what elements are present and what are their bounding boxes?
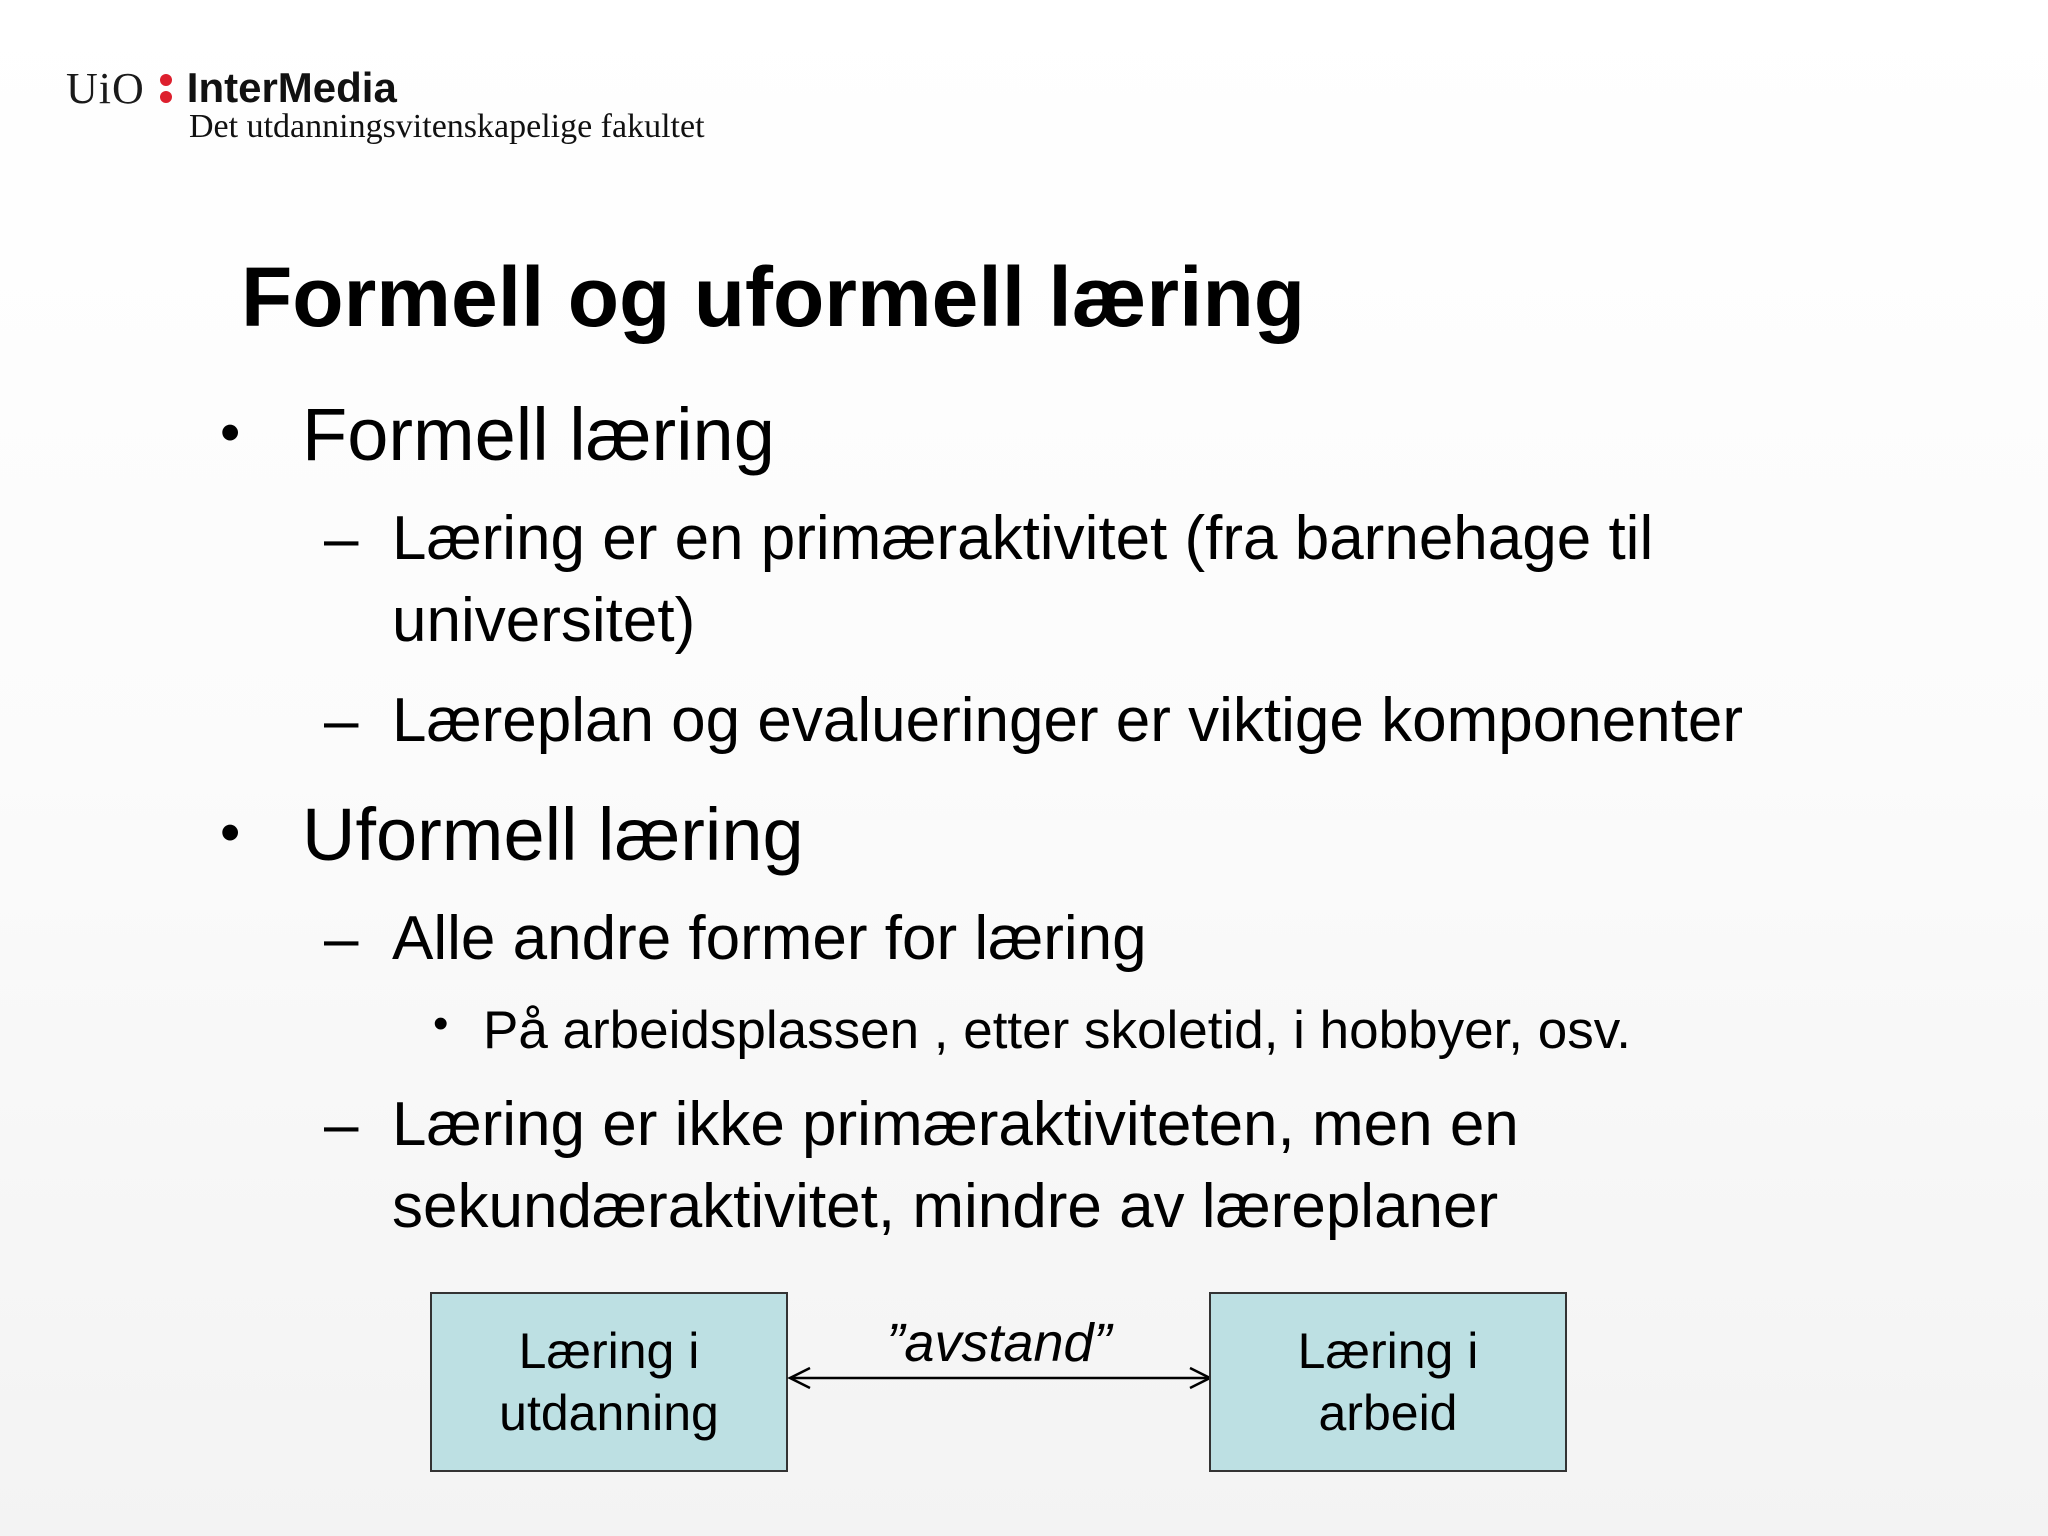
slide-title: Formell og uformell læring <box>241 250 1306 344</box>
logo-dots-icon <box>159 70 173 106</box>
dash-marker: – <box>324 686 359 755</box>
sub-bullet-line: Læring er ikke primæraktiviteten, men en <box>392 1090 1519 1159</box>
connector-label: ”avstand” <box>886 1313 1112 1373</box>
bullet-marker: • <box>220 400 241 465</box>
dash-marker: – <box>324 904 359 973</box>
bullet-text: Formell læring <box>302 393 775 476</box>
sub-bullet-line: sekundæraktivitet, mindre av læreplaner <box>392 1172 1499 1241</box>
sub-bullet-line: Alle andre former for læring <box>392 904 1147 973</box>
box-laering-utdanning <box>430 1292 788 1472</box>
box-laering-arbeid <box>1209 1292 1567 1472</box>
faculty-name: Det utdanningsvitenskapelige fakultet <box>189 108 705 145</box>
logo-uio-text: UiO <box>66 63 145 113</box>
sub-sub-bullet-text: På arbeidsplassen , etter skoletid, i hobbyer, osv. <box>483 1001 1631 1060</box>
sub-sub-bullet-arbeidsplassen <box>433 999 1631 1060</box>
sub-bullet-sekundaer <box>324 1084 1519 1248</box>
bullet-formell <box>220 393 775 476</box>
sub-bullet-primaeraktivitet <box>324 498 1654 662</box>
box-line: utdanning <box>499 1385 719 1441</box>
sub-bullet-laereplan <box>324 680 1744 762</box>
bullet-marker: • <box>433 999 449 1048</box>
box-line: Læring i <box>1297 1323 1479 1379</box>
bullet-marker: • <box>220 800 241 865</box>
sub-bullet-alle-andre <box>324 898 1147 980</box>
bullet-uformell <box>220 793 804 876</box>
double-arrow-icon <box>786 1366 1214 1390</box>
box-line: arbeid <box>1318 1385 1458 1441</box>
logo-brand-text: InterMedia <box>186 64 397 111</box>
box-line: Læring i <box>518 1323 700 1379</box>
dash-marker: – <box>324 504 359 573</box>
sub-bullet-line: Læreplan og evalueringer er viktige komponenter <box>392 686 1744 755</box>
dash-marker: – <box>324 1090 359 1159</box>
sub-bullet-line: universitet) <box>392 586 696 655</box>
bullet-text: Uformell læring <box>302 793 804 876</box>
sub-bullet-line: Læring er en primæraktivitet (fra barnehage til <box>392 504 1654 573</box>
